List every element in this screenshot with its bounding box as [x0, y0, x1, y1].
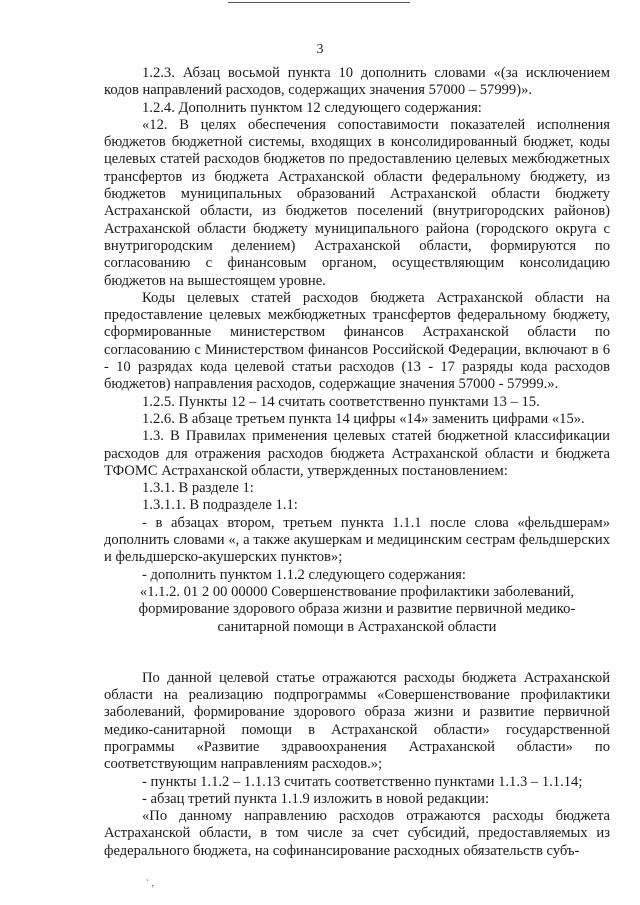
paragraph-abzac-tretiy: - абзац третий пункта 1.1.9 изложить в новой редакции: — [142, 790, 490, 807]
paragraph-renumber: - пункты 1.1.2 – 1.1.13 считать соответственно пунктами 1.1.3 – 1.1.14; — [142, 773, 583, 790]
paragraph-1-2-3: 1.2.3. Абзац восьмой пункта 10 дополнить словами «(за исключением кодов направлений расходов, содержащих значения 57000 – 57999)». — [104, 65, 610, 99]
paragraph-1-3-1: 1.3.1. В разделе 1: — [142, 480, 254, 497]
page-number: 3 — [316, 42, 324, 57]
scan-mark: ` ‚ — [146, 878, 155, 888]
paragraph-point-12: «12. В целях обеспечения сопоставимости показателей исполнения бюджетов бюджетной системы, входящих в консолидированный бюджет, коды целевых статей расходов бюджетов по предоставлению целевых межбюджетных трансфертов из бюджета Астраханской области федеральному бюджету, из бюджетов муниципальных образований Астраханской области бюджету Астраханской области, из бюджетов поселений (внутригородских районов) Астраханской области бюджету муниципального района (городского округа с внутригородским делением) Астраханской области, формируются по согласованию с финансовым органом, осуществляющим консолидацию бюджетов на вышестоящем уровне. — [104, 116, 610, 289]
paragraph-new-edition: «По данному направлению расходов отражаются расходы бюджета Астраханской области, в том числе за счет субсидий, предоставляемых из федерального бюджета, на софинансирование расходных обязательств субъ- — [104, 808, 610, 859]
paragraph-description: По данной целевой статье отражаются расходы бюджета Астраханской области на реализацию подпрограммы «Совершенствование профилактики заболеваний, формирование здорового образа жизни и развитие первичной медико-санитарной помощи в Астраханской области» государственной программы «Развитие здравоохранения Астраханской области» по соответствующим направлениям расходов.»; — [104, 669, 610, 773]
paragraph-1-2-4: 1.2.4. Дополнить пунктом 12 следующего содержания: — [142, 99, 482, 116]
paragraph-1-2-6: 1.2.6. В абзаце третьем пункта 14 цифры «14» заменить цифрами «15». — [142, 410, 585, 427]
section-heading-1-1-2: «1.1.2. 01 2 00 00000 Совершенствование профилактики заболеваний, формирование здорового образа жизни и развитие первичной медико-санитарной помощи в Астраханской области — [138, 583, 576, 635]
paragraph-1-3: 1.3. В Правилах применения целевых статей бюджетной классификации расходов для отражения расходов бюджета Астраханской области и бюджета ТФОМС Астраханской области, утвержденных постановлением: — [104, 428, 610, 479]
top-rule — [228, 2, 410, 3]
paragraph-1-3-1-1: 1.3.1.1. В подразделе 1.1: — [142, 497, 298, 514]
paragraph-target-codes: Коды целевых статей расходов бюджета Астраханской области на предоставление целевых межбюджетных трансфертов федеральному бюджету, сформированные министерством финансов Астраханской области по согласованию с Министерством финансов Российской Федерации, включают в 6 - 10 разрядах кода целевой статьи расходов (13 - 17 разряды кода расходов бюджетов) направления расходов, содержащие значения 57000 - 57999.». — [104, 289, 610, 393]
paragraph-1-2-5: 1.2.5. Пункты 12 – 14 считать соответственно пунктами 13 – 15. — [142, 393, 540, 410]
paragraph-abzac-feldsher: - в абзацах втором, третьем пункта 1.1.1 после слова «фельдшерам» дополнить словами «, а также акушеркам и медицинским сестрам фельдшерских и фельдшерско-акушерских пунктов»; — [104, 514, 610, 566]
document-body — [104, 65, 610, 860]
paragraph-dopolnit-1-1-2: - дополнить пунктом 1.1.2 следующего содержания: — [142, 566, 466, 583]
